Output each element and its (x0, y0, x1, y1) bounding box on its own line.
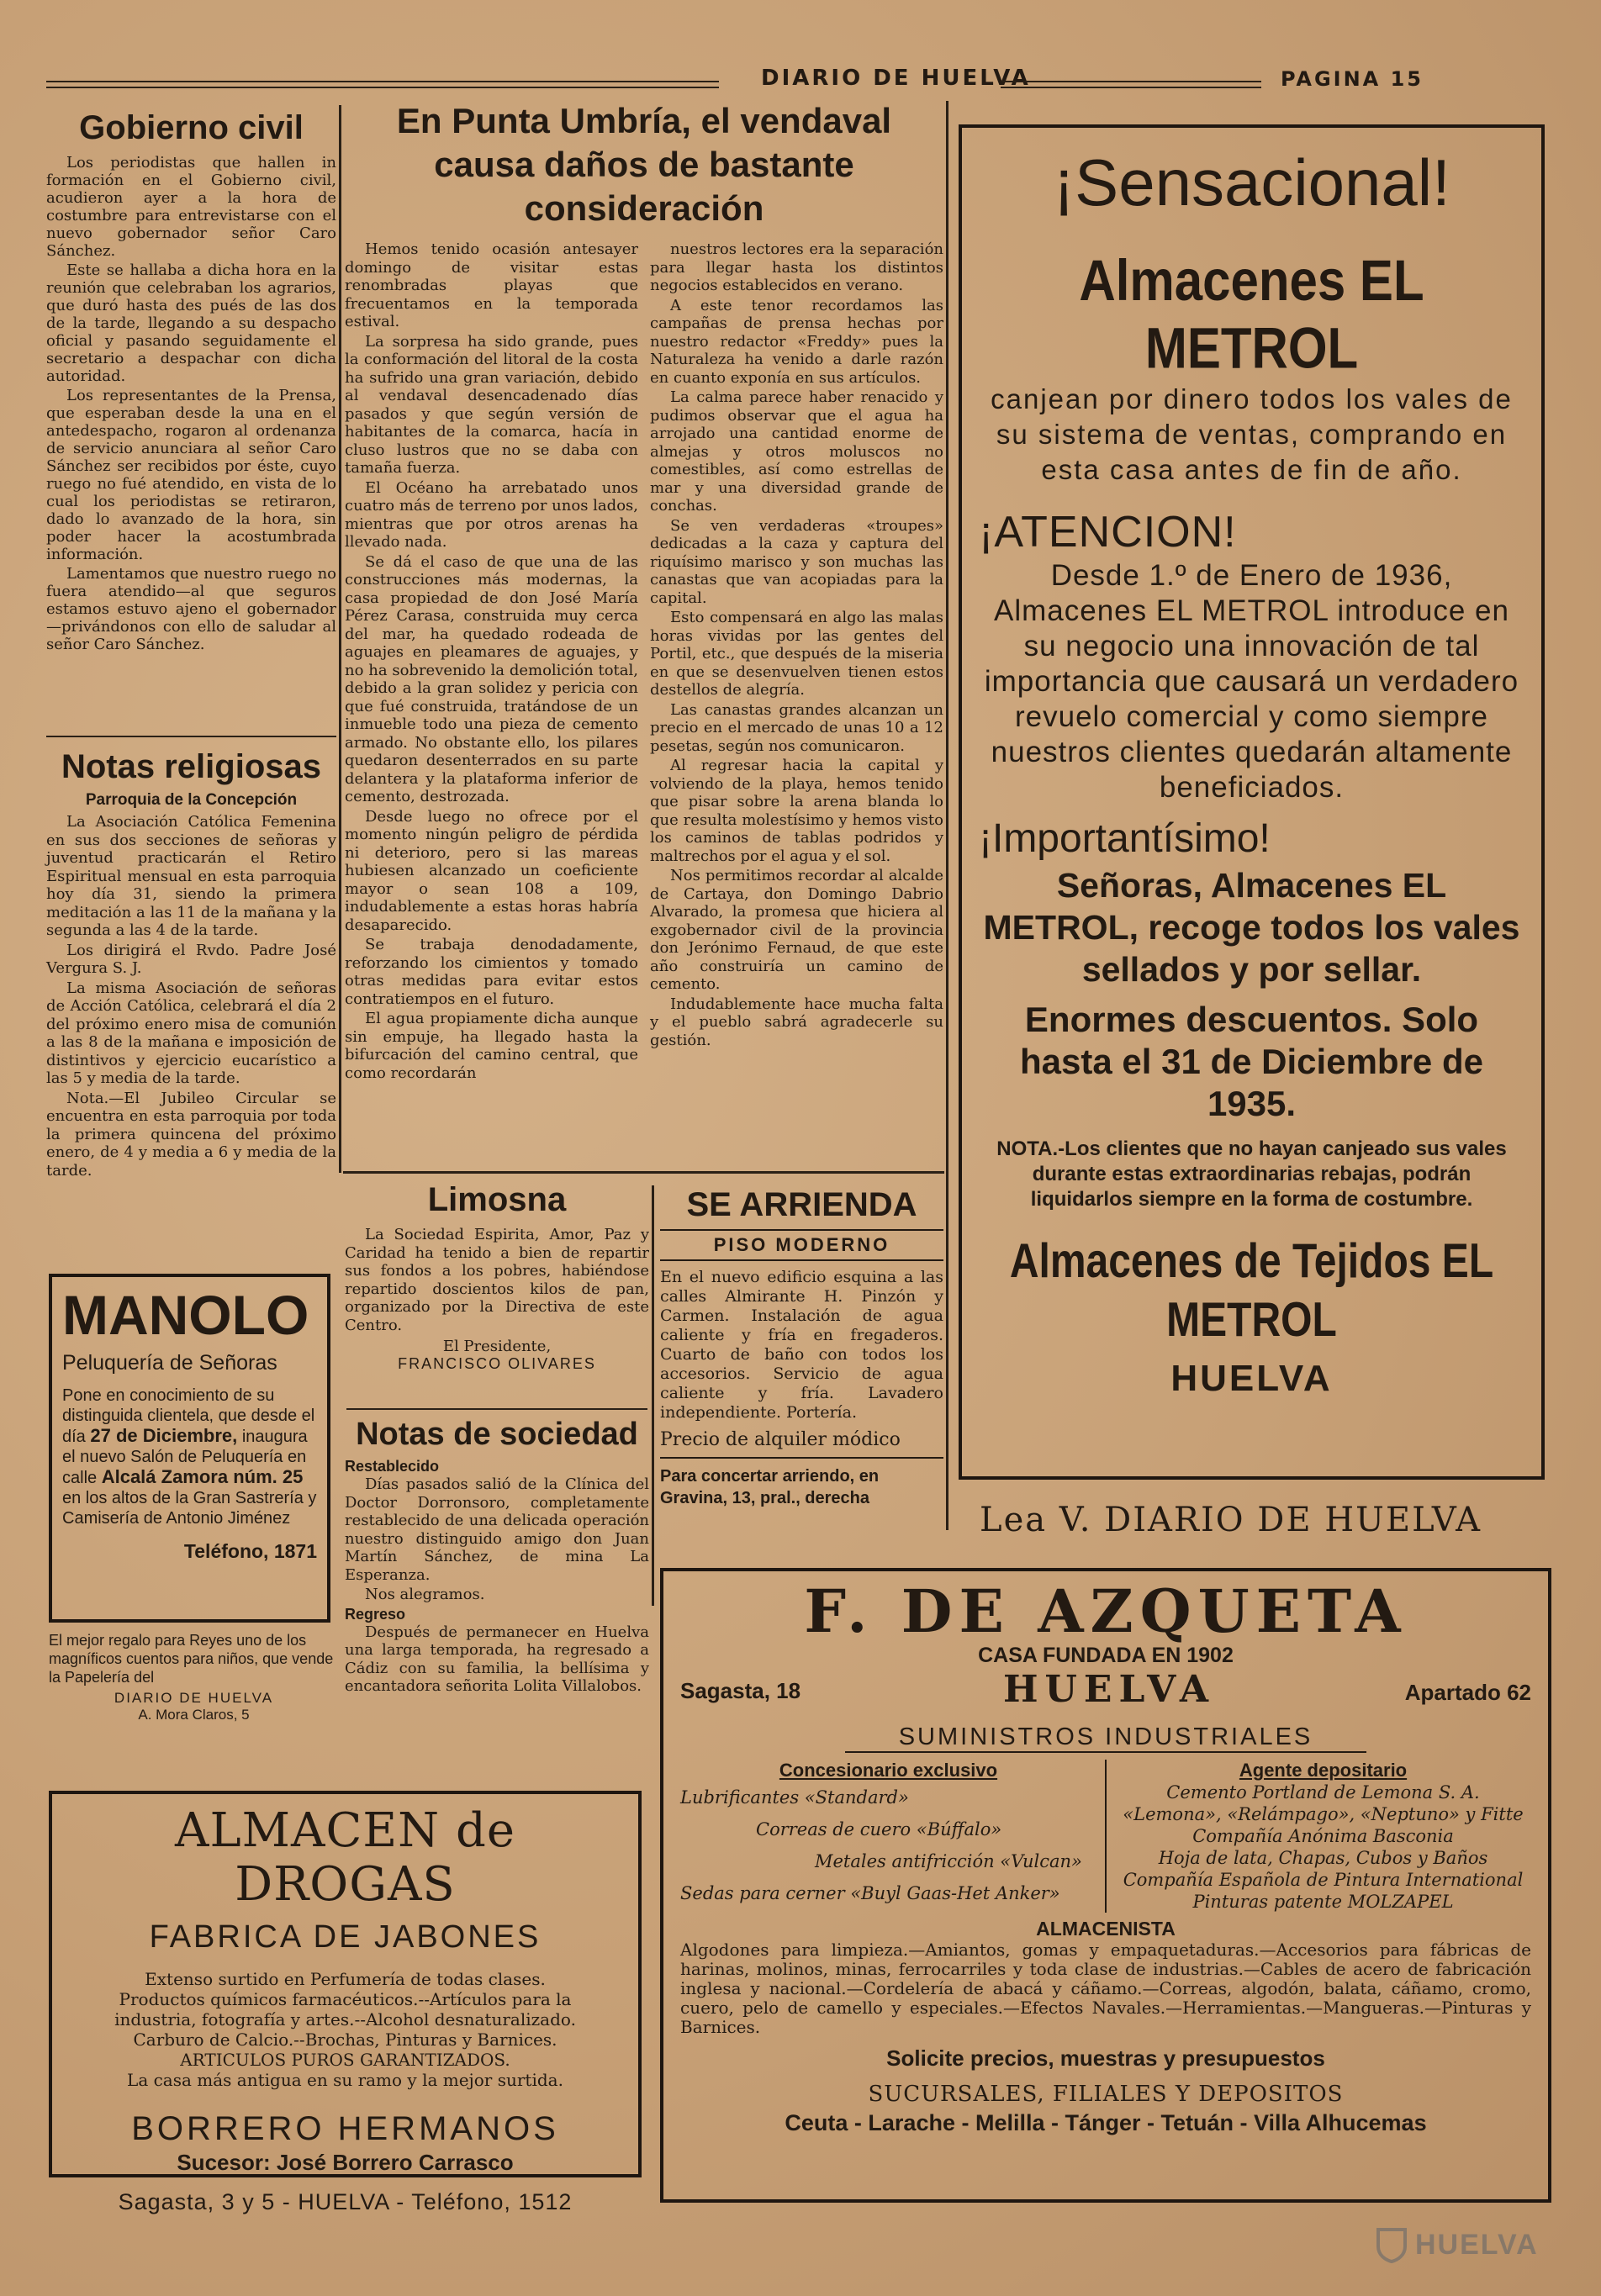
signature-title: El Presidente, (442, 1338, 552, 1355)
section-subtitle: Regreso (345, 1605, 406, 1623)
paragraph: nuestros lectores era la separación para llegar hasta los distintos negocios establecidos en verano. (650, 240, 943, 294)
ad-product: Compañía Anónima Basconia (1192, 1826, 1454, 1846)
article-limosna (345, 1181, 649, 1404)
masthead-title: DIARIO DE HUELVA (761, 66, 1031, 91)
ad-almacenista: ALMACENISTA (1036, 1918, 1176, 1940)
ad-address: Sagasta, 3 y 5 - HUELVA - Teléfono, 1512 (118, 2189, 573, 2214)
paragraph: A este tenor recordamos las campañas de prensa hechas por nuestro redactor «Freddy» pues la Naturaleza ha venido a darle razón en cuanto exponía en sus artículos. (650, 296, 943, 387)
watermark (1375, 2224, 1577, 2266)
ad-line: Productos químicos farmacéuticos.--Artículos para la (119, 1989, 572, 2009)
ad-right-head: Agente depositario (1239, 1760, 1408, 1781)
paragraph: Se dá el caso de que una de las construcciones más modernas, la casa propiedad de don José María Pérez Carasa, construida muy cerca del mar, ha quedado rodeada de aguajes en pleamares de aguajes, y no ha sobrevenido la demolición total, debido a la gran solidez y pericia con que fué construida, tratándose de un inmueble todo una pieza de cemento armado. No obstante ello, los pilares quedaron desenterrados en su parte delantera y la plataforma inferior de cemento, destrozada. (345, 552, 638, 805)
ad-product: Cemento Portland de Lemona S. A. (1166, 1782, 1480, 1802)
ad-line: La casa más antigua en su ramo y la mejor surtida. (127, 2070, 563, 2090)
shield-icon (1375, 2226, 1408, 2263)
ad-brand: Almacenes EL METROL (1079, 247, 1424, 381)
paragraph: Nos alegramos. (365, 1586, 485, 1603)
ad-headline: ¡Sensacional! (1053, 145, 1450, 219)
paragraph: Las canastas grandes alcanzan un precio en el mercado de unas 10 a 12 pesetas, según nos comunicaron. (650, 700, 943, 755)
ad-contact: Para concertar arriendo, en Gravina, 13, pral., derecha (660, 1467, 880, 1507)
ad-title: MANOLO (62, 1284, 309, 1346)
ad-note: NOTA.-Los clientes que no hayan canjeado sus vales durante estas extraordinarias rebajas, podrán liquidarlos siempre en la forma de costumbre. (996, 1137, 1507, 1211)
ad-product: Correas de cuero «Búffalo» (756, 1819, 1002, 1839)
ad-price: Precio de alquiler módico (660, 1429, 943, 1459)
ad-line: industria, fotografía y artes.--Alcohol desnaturalizado. (114, 2009, 576, 2029)
ad-text: inaugura el nuevo Salón de Peluquería en calle (62, 1428, 308, 1487)
page-number: PAGINA 15 (1281, 67, 1424, 91)
ad-product: Metales antifricción «Vulcan» (815, 1851, 1082, 1871)
ad-line: ARTICULOS PUROS GARANTIZADOS. (180, 2050, 510, 2070)
ad-product: Lubrificantes «Standard» (680, 1787, 909, 1808)
ad-text: Algodones para limpieza.—Amiantos, gomas y empaquetaduras.—Accesorios para fábricas de harinas, molinos, minas, ferrocarriles y toda clase de industrias.—Cables de acero de fabricación inglesa y nacional.—Cordelería de abacá y cáñamo.—Correas, algodón, balata, cáñamo, cromo, cuero, pelo de camello y especiales.—Efectos Navales.—Herramientas.—Mangueras.—Pinturas y Barnices. (680, 1940, 1531, 2037)
section-subtitle: Restablecido (345, 1458, 440, 1475)
signature-name: FRANCISCO OLIVARES (398, 1355, 596, 1372)
ad-manolo (49, 1274, 330, 1623)
promo-lea: Lea V. DIARIO DE HUELVA (980, 1501, 1482, 1539)
paragraph: El agua propiamente dicha aunque sin empuje, ha llegado hasta la bifurcación del camino central, que como recordarán (345, 1010, 638, 1082)
ad-city: HUELVA (1170, 1358, 1333, 1399)
ad-text: Señoras, Almacenes EL METROL, recoge todos los vales sellados y por sellar. (983, 866, 1520, 989)
ad-subtitle: PISO MODERNO (660, 1229, 943, 1261)
article-title: Gobierno civil (79, 109, 304, 146)
ad-box: Apartado 62 (1404, 1680, 1531, 1705)
paragraph: Los dirigirá el Rvdo. Padre José Vergura S. J. (46, 941, 336, 977)
ad-product: Pinturas patente MOLZAPEL (1192, 1892, 1454, 1912)
ad-text: Desde 1.º de Enero de 1936, Almacenes EL METROL introduce en su negocio una innovación de tal importancia que causará un verdadero revuelo comercial y como siempre nuestros clientes quedarán altamente beneficiados. (984, 559, 1519, 804)
ad-se-arrienda (660, 1185, 943, 1555)
ad-product: Sedas para cerner «Buyl Gaas-Het Anker» (680, 1883, 1060, 1903)
ad-subtitle: Peluquería de Señoras (62, 1351, 277, 1375)
ad-text: Pone en conocimiento de su distinguida clientela, que desde el día (62, 1386, 315, 1446)
paragraph: Se trabaja denodadamente, reforzando los cimientos y tomado otras medidas para evitar estos contratiempos en el futuro. (345, 936, 638, 1008)
ad-founded: CASA FUNDADA EN 1902 (978, 1644, 1234, 1667)
masthead (46, 66, 1551, 99)
notice-regalo (49, 1631, 339, 1778)
notice-address: A. Mora Claros, 5 (138, 1707, 250, 1723)
paragraph: Se ven verdaderas «troupes» dedicadas a la caza y captura del riquísimo marisco y son muchas las canastas que van acopiadas para la capital. (650, 516, 943, 607)
ad-supplies: SUMINISTROS INDUSTRIALES (845, 1723, 1366, 1753)
paragraph: Después de permanecer en Huelva una larga temporada, ha regresado a Cádiz con su familia, la bellísima y encantadora señorita Lolita Villalobos. (345, 1623, 649, 1695)
article-title: Limosna (427, 1181, 567, 1218)
paragraph: La Asociación Católica Femenina en sus dos secciones de señoras y juventud practicarán el Retiro Espiritual mensual en esta parroquia hoy día 31, siendo la primera meditación a las 11 de la mañana y la segunda a las 4 de la tarde. (46, 813, 336, 939)
paragraph: Los periodistas que hallen in formación en el Gobierno civil, acudieron ayer a la hora de costumbre para entrevistarse con el nuevo gobernador señor Caro Sánchez. (46, 154, 336, 260)
ad-title: F. DE AZQUETA (804, 1576, 1408, 1646)
article-punta-umbria (345, 99, 943, 1169)
ad-branches: Ceuta - Larache - Melilla - Tánger - Tetuán - Villa Alhucemas (785, 2110, 1427, 2135)
paragraph: Días pasados salió de la Clínica del Doctor Dorronsoro, completamente restablecido de una delicada operación nuestro distinguido amigo don Juan Martín Sánchez, de mina La Esperanza. (345, 1475, 649, 1584)
ad-date: 27 de Diciembre, (90, 1425, 238, 1446)
ad-line: Carburo de Calcio.--Brochas, Pinturas y Barnices. (133, 2029, 557, 2050)
ad-text: En el nuevo edificio esquina a las calles Almirante H. Pinzón y Carmen. Instalación de agua caliente y fría en fregaderos. Cuarto de baño con todos los accesorios. Servicio de agua caliente y fría. Lavadero independiente. Portería. (660, 1268, 943, 1422)
article-title: En Punta Umbría, el vendaval causa daños de bastante consideración (396, 101, 892, 228)
ad-title: SE ARRIENDA (686, 1186, 917, 1223)
notice-name: DIARIO DE HUELVA (114, 1690, 274, 1706)
ad-successor: Sucesor: José Borrero Carrasco (177, 2150, 514, 2175)
ad-address: Alcalá Zamora núm. 25 (101, 1466, 304, 1487)
ad-product: Hoja de lata, Chapas, Cubos y Baños (1158, 1848, 1488, 1868)
article-gobierno-civil (46, 109, 336, 736)
paragraph: Nos permitimos recordar al alcalde de Cartaya, don Domingo Dabrio Alvarado, la promesa que hiciera al exgobernador civil de la provincia don Jerónimo Fernaud, de que este año construiría un camino de cemento. (650, 867, 943, 993)
paragraph: Desde luego no ofrece por el momento ningún peligro de pérdida ni deterioro, pero si las mareas hubiesen alcanzado un coeficiente mayor o sean 108 a 109, indudablemente a estas horas habría desaparecido. (345, 807, 638, 934)
paragraph: Nota.—El Jubileo Circular se encuentra en esta parroquia por toda la primera quincena del próximo enero, de 4 y media a 6 y media de la tarde. (46, 1089, 336, 1180)
paragraph: Lamentamos que nuestro ruego no fuera atendido—al que seguros estamos estuvo ajeno el gobernador—privándonos con ello de saludar al señor Caro Sánchez. (46, 565, 336, 653)
ad-product: «Lemona», «Relámpago», «Neptuno» y Fitte (1123, 1804, 1524, 1824)
ad-subtitle: FABRICA DE JABONES (149, 1919, 542, 1955)
paragraph: La Sociedad Espirita, Amor, Paz y Caridad ha tenido a bien de repartir sus fondos a los pobres, habiéndose repartido doscientos kilos de pan, organizado por la Directiva de este Centro. (345, 1226, 649, 1334)
article-title: Notas de sociedad (356, 1417, 638, 1452)
ad-phone: Teléfono, 1871 (183, 1540, 317, 1562)
paragraph: El Océano ha arrebatado unos cuatro más de terreno por unos lados, mientras que por otros arenas ha llevado nada. (345, 478, 638, 551)
ad-text: Enormes descuentos. Solo hasta el 31 de Diciembre de 1935. (1020, 1000, 1483, 1123)
paragraph: Al regresar hacia la capital y volviendo de la playa, hemos tenido que pisar sobre la arena blanda lo que resulta molestísimo y hemos visto los caminos de tablas podridos y maltrechos por el agua y el sol. (650, 757, 943, 865)
ad-text: canjean por dinero todos los vales de su sistema de ventas, comprando en esta casa antes de fin de año. (991, 383, 1513, 485)
article-subtitle: Parroquia de la Concepción (85, 791, 298, 809)
notice-text: El mejor regalo para Reyes uno de los magníficos cuentos para niños, que vende la Papelería del (49, 1632, 334, 1686)
ad-brand: BORRERO HERMANOS (131, 2110, 559, 2147)
article-notas-religiosas (46, 748, 336, 1261)
paragraph: Los representantes de la Prensa, que esperaban desde la una en el antedespacho, rogaron al ordenanza de servicio anunciara al señor Caro Sánchez ser recibidos por éste, cuyo ruego no fué atendido, en vista de lo cual los periodistas se retiraron, dado lo avanzado de la hora, sin poder hacer la acostumbrada información. (46, 387, 336, 563)
watermark-text: HUELVA (1415, 2228, 1539, 2261)
ad-cta: Solicite precios, muestras y presupuestos (886, 2045, 1325, 2071)
ad-text: en los altos de la Gran Sastrería y Camisería de Antonio Jiménez (62, 1489, 317, 1528)
paragraph: Hemos tenido ocasión antesayer domingo de visitar estas renombradas playas que frecuentamos en la temporada estival. (345, 240, 638, 330)
ad-azqueta (660, 1568, 1551, 2203)
paragraph: La misma Asociación de señoras de Acción Católica, celebrará el día 2 del próximo enero misa de comunión a las 8 de la mañana e imposición de distintivos y ejercicio eucarístico a las 5 y media de la tarde. (46, 979, 336, 1087)
ad-city: HUELVA (1002, 1668, 1216, 1711)
ad-footer: Almacenes de Tejidos EL METROL (1009, 1234, 1494, 1347)
article-title: Notas religiosas (61, 748, 321, 785)
paragraph: Esto compensará en algo las malas horas vividas por las gentes del Portil, etc., que después de la miseria en que se desenvuelven tienen estos destellos de alegría. (650, 609, 943, 699)
article-notas-sociedad (345, 1417, 649, 1778)
ad-product: Compañía Española de Pintura International (1123, 1870, 1524, 1890)
ad-heading: ¡Importantísimo! (979, 816, 1271, 861)
paragraph: Indudablemente hace mucha falta y el pueblo sabrá agradecerle su gestión. (650, 995, 943, 1049)
paragraph: Este se hallaba a dicha hora en la reunión que celebraban los agrarios, que duró hasta des pués de las dos de la tarde, llegando a su despacho oficial y pasando seguidamente el secretario a despachar con dicha autoridad. (46, 261, 336, 385)
ad-title: ALMACEN de DROGAS (175, 1803, 515, 1912)
ad-heading: ¡ATENCION! (979, 508, 1237, 557)
paragraph: La calma parece haber renacido y pudimos observar que el agua ha arrojado una cantidad enorme de almejas y otros moluscos no comestibles, así como estrellas de mar y una diversidad grande de conchas. (650, 388, 943, 515)
ad-branches-head: SUCURSALES, FILIALES Y DEPOSITOS (868, 2082, 1344, 2107)
ad-street: Sagasta, 18 (680, 1678, 801, 1703)
ad-left-head: Concesionario exclusivo (779, 1760, 998, 1781)
ad-almacen-drogas (49, 1791, 642, 2214)
paragraph: La sorpresa ha sido grande, pues la conformación del litoral de la costa ha sufrido una gran variación, debido al vendaval desencadenado días pasados y que según versión de habitantes de la comarca, hacía in cluso lustros que no se daba con tamaña fuerza. (345, 332, 638, 477)
ad-metrol (959, 124, 1545, 1480)
ad-line: Extenso surtido en Perfumería de todas clases. (145, 1969, 546, 1989)
